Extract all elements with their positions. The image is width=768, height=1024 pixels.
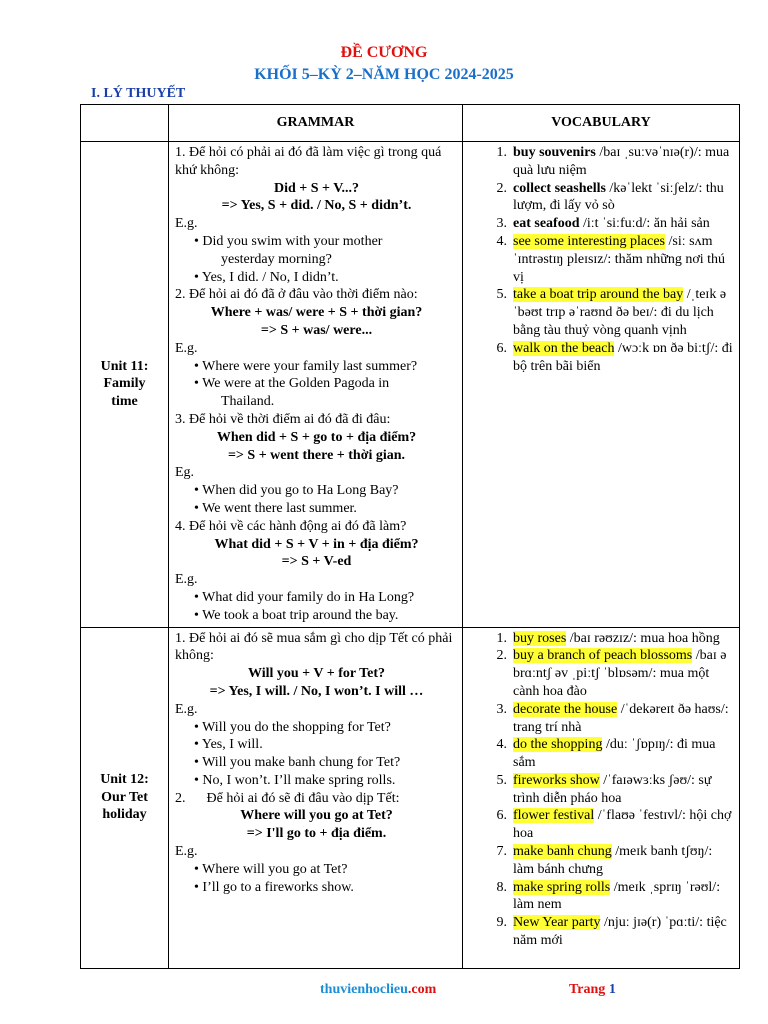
vocab-item [467, 215, 733, 233]
grammar-formula: => I'll go to + địa điểm. [246, 826, 387, 842]
document-subtitle: KHỐI 5–KỲ 2–NĂM HỌC 2024-2025 [254, 66, 514, 83]
unit-12-vocabulary [463, 627, 740, 968]
vocab-term: flower festival [513, 808, 595, 824]
vocab-text [513, 807, 733, 843]
vocab-item [467, 144, 733, 180]
example-item: • We were at the Golden Pagoda in [194, 376, 390, 392]
grammar-question: 4. Để hỏi về các hành động ai đó đã làm? [175, 518, 407, 534]
footer-site-name: thuvienhoclieu [320, 982, 408, 997]
vocab-number: 3. [496, 216, 507, 232]
grammar-question: 3. Để hỏi về thời điểm ai đó đã đi đâu: [175, 411, 391, 427]
unit-11-row [81, 142, 740, 628]
unit-12-label [81, 627, 169, 968]
vocab-number: 2. [496, 648, 507, 664]
vocab-term: see some interesting places [513, 233, 666, 249]
vocab-item [467, 340, 733, 376]
vocab-text [513, 286, 733, 339]
vocab-item [467, 914, 733, 950]
vocab-text [513, 879, 733, 915]
grammar-question: 1. Để hỏi có phải ai đó đã làm việc gì trong quá khứ không: [175, 145, 442, 178]
vocab-item [467, 647, 733, 700]
grammar-formula: => S + went there + thời gian. [227, 447, 406, 463]
vocab-term: do the shopping [513, 737, 603, 753]
grammar-formula: Where will you go at Tet? [240, 808, 393, 824]
outline-table [80, 104, 740, 969]
vocab-term: buy roses [513, 630, 567, 646]
vocab-definition: /ˈflaʊə ˈfestɪvl/: hội chợ hoa [513, 808, 732, 842]
vocab-definition: /baɪ rəʊzɪz/: mua hoa hồng [566, 630, 720, 646]
empty-header-cell [81, 105, 169, 142]
example-item: • Will you do the shopping for Tet? [194, 719, 391, 735]
vocab-number: 6. [496, 808, 507, 824]
example-label: E.g. [175, 340, 198, 356]
example-label: E.g. [175, 701, 198, 717]
unit-label-line: holiday [102, 807, 147, 823]
vocab-term: make spring rolls [513, 879, 611, 895]
grammar-formula: When did + S + go to + địa điểm? [216, 429, 417, 445]
grammar-header: GRAMMAR [169, 105, 463, 142]
unit-11-grammar [169, 142, 463, 628]
vocab-term: fireworks show [513, 772, 600, 788]
grammar-question: 2. Để hỏi ai đó đã ở đâu vào thời điểm nào: [175, 287, 418, 303]
example-label: E.g. [175, 572, 198, 588]
grammar-formula: Did + S + V...? [273, 180, 360, 196]
unit-label-line: Family [103, 376, 146, 392]
vocab-term: collect seashells [513, 180, 606, 196]
vocab-definition: /wɔːk ɒn ðə biːtʃ/: đi bộ trên bãi biển [513, 340, 733, 374]
example-item-cont: yesterday morning? [221, 251, 332, 267]
footer-site-domain: .com [407, 982, 437, 997]
vocab-definition: /duː ˈʃɒpɪŋ/: đi mua sắm [513, 737, 716, 771]
vocab-definition: /ˌteɪk ə ˈbəʊt trɪp əˈraʊnd ðə beɪ/: đi du lịch bằng tàu thuỷ vòng quanh vịnh [513, 287, 727, 338]
vocabulary-header: VOCABULARY [463, 105, 740, 142]
example-item: • Yes, I did. / No, I didn’t. [194, 269, 339, 285]
unit-12-grammar [169, 627, 463, 968]
vocab-item [467, 772, 733, 808]
vocab-definition: /kəˈlekt ˈsiːʃelz/: thu lượm, đi lấy vỏ sò [513, 180, 724, 214]
vocab-definition: /siː sʌm ˈɪntrəstɪŋ pleɪsɪz/: thăm những nơi thú vị [513, 233, 726, 285]
vocab-term: New Year party [513, 915, 601, 931]
vocab-text [513, 233, 733, 286]
vocab-text [513, 215, 733, 233]
vocab-text [513, 843, 733, 879]
example-item: • No, I won’t. I’ll make spring rolls. [194, 772, 396, 788]
vocab-definition: /njuː jɪə(r) ˈpɑːti/: tiệc năm mới [513, 915, 727, 949]
vocab-item [467, 701, 733, 737]
vocab-text [513, 630, 733, 648]
vocab-term: take a boat trip around the bay [513, 287, 684, 303]
example-label: E.g. [175, 216, 198, 232]
grammar-formula: => Yes, S + did. / No, S + didn’t. [221, 198, 412, 214]
vocab-definition: /iːt ˈsiːfuːd/: ăn hải sản [579, 216, 710, 232]
example-item: • Will you make banh chung for Tet? [194, 755, 401, 771]
vocab-item [467, 286, 733, 339]
vocab-number: 1. [496, 630, 507, 646]
vocab-number: 6. [496, 340, 507, 356]
example-item: • Where were your family last summer? [194, 358, 418, 374]
vocab-text [513, 340, 733, 376]
vocab-number: 5. [496, 287, 507, 303]
vocab-text [513, 144, 733, 180]
vocab-definition: /ˈfaɪəwɜːks ʃəʊ/: sự trình diễn pháo hoa [513, 772, 712, 806]
footer-site-link[interactable] [320, 982, 436, 998]
unit-label-line: Unit 11: [100, 358, 149, 374]
vocab-text [513, 772, 733, 808]
vocab-term: buy souvenirs [513, 145, 596, 160]
page-number [569, 982, 616, 998]
vocab-text [513, 180, 733, 216]
vocab-item [467, 807, 733, 843]
vocab-text [513, 647, 733, 700]
vocab-text [513, 701, 733, 737]
example-item: • What did your family do in Ha Long? [194, 589, 415, 605]
vocab-item [467, 843, 733, 879]
unit-11-vocabulary [463, 142, 740, 628]
grammar-formula: Will you + V + for Tet? [247, 666, 386, 682]
grammar-question: 1. Để hỏi ai đó sẽ mua sắm gì cho dịp Tết có phải không: [175, 630, 453, 664]
example-item: • Did you swim with your mother [194, 233, 383, 249]
vocab-item [467, 736, 733, 772]
grammar-formula: => Yes, I will. / No, I won’t. I will … [209, 683, 424, 699]
example-item: • We took a boat trip around the bay. [194, 607, 399, 623]
vocab-definition: /baɪ ə brɑːntʃ əv ˌpiːtʃ ˈblɒsəm/: mua một cành hoa đào [513, 648, 727, 699]
vocab-term: eat seafood [513, 216, 580, 232]
vocab-definition: /baɪ ˌsuːvəˈnɪə(r)/: mua quà lưu niệm [513, 145, 730, 178]
vocab-number: 8. [496, 879, 507, 895]
vocab-number: 5. [496, 772, 507, 788]
grammar-formula: => S + was/ were... [260, 322, 373, 338]
vocab-number: 2. [496, 180, 507, 196]
vocab-number: 3. [496, 701, 507, 717]
vocab-number: 9. [496, 915, 507, 931]
example-item: • Yes, I will. [194, 737, 263, 753]
vocab-item [467, 233, 733, 286]
vocab-item [467, 879, 733, 915]
unit-11-label [81, 142, 169, 628]
example-item: • When did you go to Ha Long Bay? [194, 483, 399, 499]
vocab-text [513, 914, 733, 950]
vocab-number: 1. [496, 145, 507, 160]
vocab-number: 4. [496, 737, 507, 753]
vocab-term: decorate the house [513, 701, 618, 717]
grammar-formula: Where + was/ were + S + thời gian? [210, 305, 423, 321]
vocab-term: walk on the beach [513, 340, 615, 356]
example-item-cont: Thailand. [221, 394, 275, 410]
example-label: E.g. [175, 844, 198, 860]
vocab-number: 4. [496, 233, 507, 249]
grammar-formula: What did + S + V + in + địa điểm? [214, 536, 419, 552]
example-item: • Where will you go at Tet? [194, 861, 348, 877]
vocab-term: make banh chung [513, 844, 612, 860]
unit-label-line: Our Tet [101, 789, 148, 805]
document-title: ĐỀ CƯƠNG [340, 44, 428, 61]
vocab-number: 7. [496, 844, 507, 860]
vocab-text [513, 736, 733, 772]
vocab-definition: /ˈdekəreɪt ðə haʊs/: trang trí nhà [513, 701, 729, 735]
unit-12-row [81, 627, 740, 968]
vocab-definition: /meɪk banh tʃʊŋ/: làm bánh chưng [513, 844, 713, 877]
unit-label-line: Unit 12: [100, 771, 149, 787]
grammar-question: 2. Để hỏi ai đó sẽ đi đâu vào dịp Tết: [175, 790, 400, 806]
vocab-item [467, 630, 733, 648]
example-label: Eg. [175, 465, 195, 481]
vocab-item [467, 180, 733, 216]
grammar-formula: => S + V-ed [281, 554, 352, 570]
page-num: 1 [608, 982, 616, 997]
example-item: • We went there last summer. [194, 500, 357, 516]
section-heading: I. LÝ THUYẾT [91, 86, 186, 101]
vocab-term: buy a branch of peach blossoms [513, 648, 693, 664]
page-label: Trang [569, 982, 606, 997]
vocab-definition: /meɪk ˌsprɪŋ ˈrəʊl/: làm nem [513, 879, 721, 913]
unit-label-line: time [111, 394, 138, 410]
example-item: • I’ll go to a fireworks show. [194, 879, 354, 895]
table-header-row [81, 105, 740, 142]
